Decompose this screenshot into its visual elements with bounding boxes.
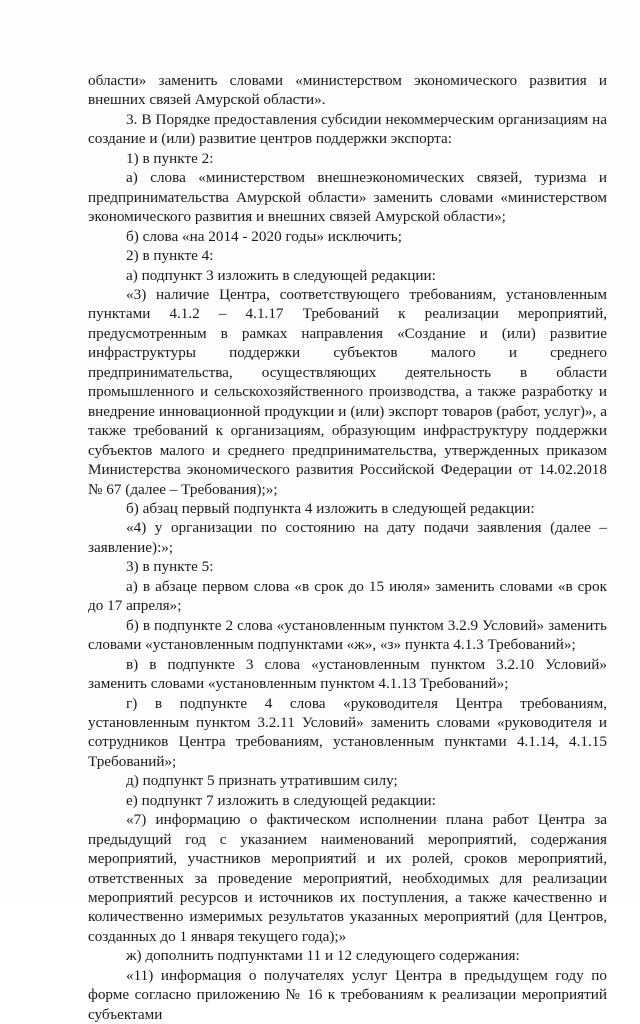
paragraph-16: д) подпункт 5 признать утратившим силу; (126, 772, 398, 790)
paragraph-14: в) в подпункте 3 слова «установленным пунктом 3.2.10 Условий» заменить словами «установленным пунктом 4.1.13 Требований»; (88, 655, 607, 693)
paragraph-10: «4) у организации по состоянию на дату подачи заявления (далее – заявление):»; (88, 519, 607, 556)
paragraph-7: а) подпункт 3 изложить в следующей редакции: (126, 266, 436, 284)
paragraph-20: «11) информация о получателях услуг Центра в предыдущем году по форме согласно приложению № 16 к требованиям к реализации мероприятий субъектами (88, 966, 607, 1023)
paragraph-9: б) абзац первый подпункта 4 изложить в следующей редакции: (126, 499, 535, 517)
paragraph-13: б) в подпункте 2 слова «установленным пунктом 3.2.9 Условий» заменить словами «установленным подпунктами «ж», «з» пункта 4.1.3 Требований»; (88, 616, 607, 654)
paragraph-6: 2) в пункте 4: (126, 247, 214, 265)
paragraph-8: «3) наличие Центра, соответствующего требованиям, установленным пунктами 4.1.2 – 4.1.17 Требований к реализации мероприятий, предусмотренным в рамках направления «Создание и (или) развитие инфраструктуры поддержки субъектов малого и среднего предпринимательства, осуществляющих деятельность в области промышленного и сельскохозяйственного производства, а также разработку и внедрение инновационной продукции и (или) экспорт товаров (работ, услуг)», а также требований к организациям, образующим инфраструктуру поддержки субъектов малого и среднего предпринимательства, утвержденных приказом Министерства экономического развития Российской Федерации от 14.02.2018 № 67 (далее – Требования);»; (88, 285, 607, 498)
paragraph-11: 3) в пункте 5: (126, 558, 214, 576)
paragraph-1: области» заменить словами «министерством экономического развития и внешних связей Амурской области». (88, 72, 607, 109)
paragraph-18: «7) информацию о фактическом исполнении плана работ Центра за предыдущий год с указанием наименований мероприятий, содержания мероприятий, участников мероприятий и их ролей, сроков мероприятий, ответственных за проведение мероприятий, необходимых для реализации мероприятий ресурсов и источников их поступления, а также качественно и количественно измеримых результатов указанных мероприятий (для Центров, созданных до 1 января текущего года);» (88, 811, 607, 945)
paragraph-2: 3. В Порядке предоставления субсидии некоммерческим организациям на создание и (или) развитие центров поддержки экспорта: (88, 110, 607, 148)
paragraph-19: ж) дополнить подпунктами 11 и 12 следующего содержания: (126, 947, 520, 965)
paragraph-15: г) в подпункте 4 слова «руководителя Центра требованиям, установленным пунктом 3.2.11 Условий» заменить словами «руководителя и сотрудников Центра требованиям, установленным пунктами 4.1.14, 4.1.15 Требований»; (88, 694, 607, 770)
paragraph-12: а) в абзаце первом слова «в срок до 15 июля» заменить словами «в срок до 17 апреля»; (88, 577, 607, 615)
paragraph-5: б) слова «на 2014 - 2020 годы» исключить; (126, 227, 402, 245)
paragraph-17: е) подпункт 7 изложить в следующей редакции: (126, 791, 436, 809)
document-body (88, 71, 607, 1024)
paragraph-3: 1) в пункте 2: (126, 149, 214, 167)
paragraph-4: а) слова «министерством внешнеэкономических связей, туризма и предпринимательства Амурской области» заменить словами «министерством экономического развития и внешних связей Амурской области»; (88, 169, 607, 226)
